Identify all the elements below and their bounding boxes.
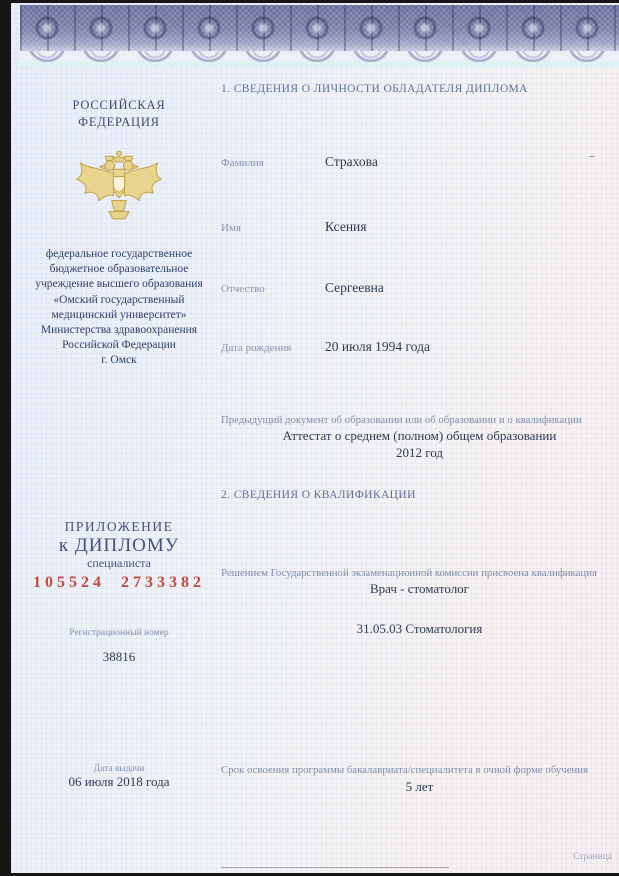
- duration-label: Срок освоения программы бакалавриата/специалитета в очной форме обучения: [221, 764, 589, 776]
- institution-line: бюджетное образовательное: [49, 263, 189, 276]
- title-prilozhenie: ПРИЛОЖЕНИЕ: [64, 519, 174, 534]
- previous-education-label: Предыдущий документ об образовании или об образовании и о квалификации: [221, 414, 582, 426]
- institution-line: г. Омск: [101, 354, 137, 367]
- birthdate-value: 20 июля 1994 года: [325, 339, 430, 354]
- previous-education-value: Аттестат о среднем (полном) общем образовании: [282, 428, 557, 443]
- registration-number-value: 38816: [102, 649, 136, 664]
- surname-value: Страхова: [325, 154, 378, 169]
- duration-value: 5 лет: [405, 779, 434, 794]
- document-title: [21, 519, 217, 571]
- country-line-1: РОССИЙСКАЯ: [72, 98, 166, 112]
- section2-heading: 2. СВЕДЕНИЯ О КВАЛИФИКАЦИИ: [221, 489, 416, 501]
- page-label: Страница: [573, 852, 612, 862]
- coat-of-arms: [21, 147, 217, 248]
- field-row-surname: [221, 153, 618, 171]
- firstname-value: Ксения: [325, 219, 367, 234]
- field-row-patronymic: [221, 279, 618, 297]
- qualification-label: Решением Государственной экзаменационной комиссии присвоена квалификация: [221, 567, 597, 579]
- section1-heading: 1. СВЕДЕНИЯ О ЛИЧНОСТИ ОБЛАДАТЕЛЯ ДИПЛОМА: [221, 83, 528, 95]
- patronymic-value: Сергеевна: [325, 280, 384, 295]
- specialty-value: 31.05.03 Стоматология: [356, 621, 483, 636]
- surname-label: Фамилия: [221, 157, 264, 169]
- left-column: [21, 3, 217, 873]
- registration-number-label: Регистрационный номер: [69, 628, 169, 638]
- field-row-firstname: [221, 218, 618, 236]
- signature-line: [221, 867, 449, 868]
- field-row-birthdate: [221, 338, 618, 356]
- institution-line: «Омский государственный: [53, 293, 185, 306]
- right-column: [221, 3, 618, 873]
- double-headed-eagle-icon: [73, 147, 165, 243]
- institution-name: [21, 247, 217, 368]
- country-name: [21, 97, 217, 131]
- title-k-diplomu: к ДИПЛОМУ: [58, 535, 180, 556]
- institution-line: федеральное государственное: [45, 248, 193, 260]
- firstname-label: Имя: [221, 222, 241, 234]
- issue-date-value: 06 июля 2018 года: [68, 774, 170, 789]
- issue-date-label: Дата выдачи: [93, 764, 145, 774]
- title-specialista: специалиста: [87, 556, 151, 570]
- qualification-value: Врач - стоматолог: [369, 581, 470, 596]
- document-paper: [11, 3, 619, 873]
- country-line-2: ФЕДЕРАЦИЯ: [78, 114, 160, 129]
- patronymic-label: Отчество: [221, 283, 265, 295]
- birthdate-label: Дата рождения: [221, 342, 292, 354]
- previous-education-year: 2012 год: [396, 445, 443, 460]
- institution-line: медицинский университет»: [51, 308, 187, 321]
- institution-line: Министерства здравоохранения: [40, 323, 198, 336]
- institution-line: учреждение высшего образования: [35, 278, 203, 291]
- institution-line: Российской Федерации: [62, 339, 176, 352]
- serial-number: 105524 2733382: [33, 574, 205, 591]
- scan-artifact-dash: –: [589, 150, 595, 162]
